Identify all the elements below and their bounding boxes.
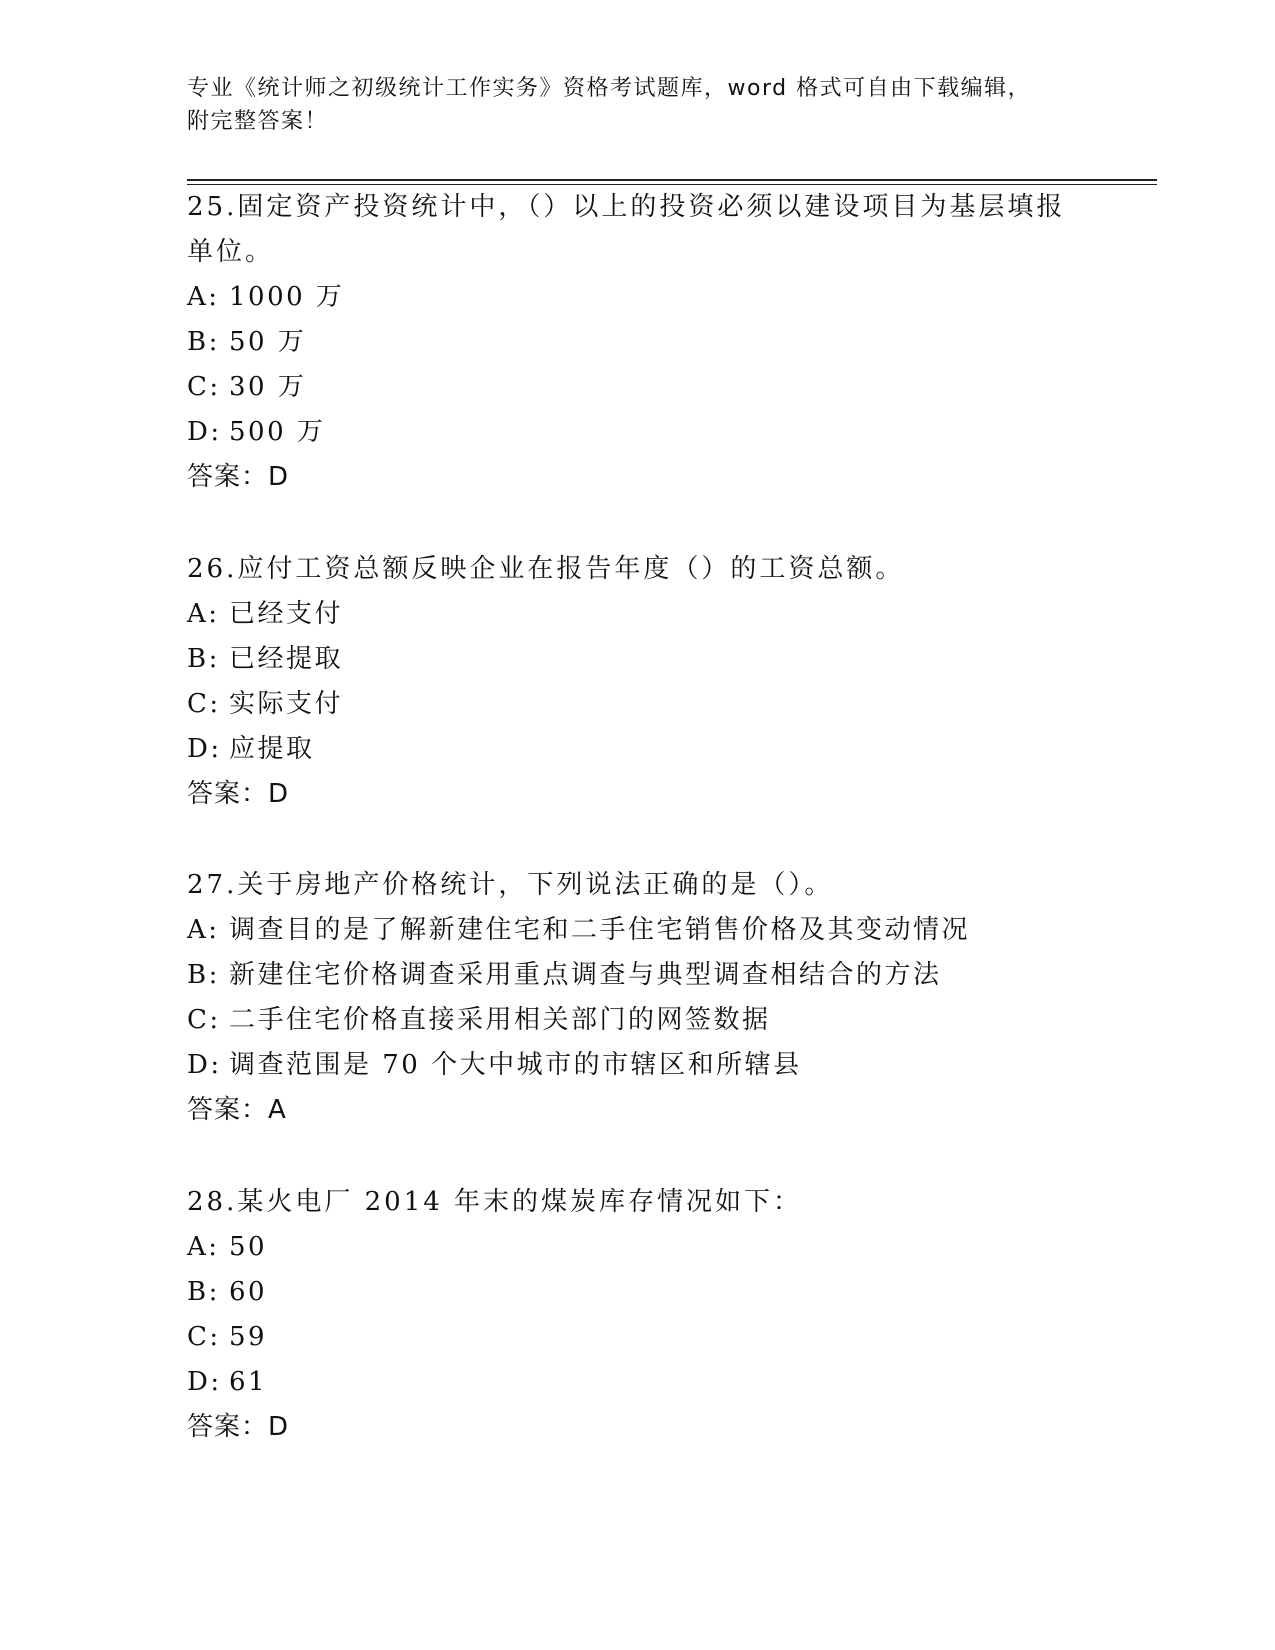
option-text: 已经提取 <box>229 644 344 674</box>
question-stem: 26.应付工资总额反映企业在报告年度（）的工资总额。 <box>187 554 905 584</box>
option-key: D: <box>187 1050 222 1080</box>
option-text: 1000 万 <box>229 282 345 312</box>
option-b <box>187 953 1087 998</box>
option-b <box>187 1270 1087 1315</box>
option-key: A: <box>187 282 220 312</box>
option-key: B: <box>187 960 220 990</box>
answer-line: 答案：D <box>187 779 290 809</box>
option-text: 61 <box>229 1367 268 1397</box>
option-key: C: <box>187 1005 221 1035</box>
option-text: 50 <box>229 1232 268 1262</box>
option-key: D: <box>187 1367 222 1397</box>
question-28 <box>187 1180 1087 1450</box>
option-a <box>187 1225 1087 1270</box>
option-text: 59 <box>229 1322 268 1352</box>
option-d <box>187 1043 1087 1088</box>
option-c <box>187 1315 1087 1360</box>
answer-line: 答案：D <box>187 1412 290 1442</box>
option-text: 调查目的是了解新建住宅和二手住宅销售价格及其变动情况 <box>229 915 971 945</box>
option-key: D: <box>187 734 222 764</box>
header-line-2: 附完整答案！ <box>187 109 329 134</box>
option-key: A: <box>187 599 220 629</box>
option-key: C: <box>187 689 221 719</box>
option-key: C: <box>187 1322 221 1352</box>
option-text: 500 万 <box>229 417 326 447</box>
question-26 <box>187 547 1087 817</box>
option-key: C: <box>187 372 221 402</box>
option-a <box>187 908 1087 953</box>
option-text: 已经支付 <box>229 599 344 629</box>
option-text: 新建住宅价格调查采用重点调查与典型调查相结合的方法 <box>229 960 942 990</box>
option-text: 50 万 <box>229 327 307 357</box>
option-text: 60 <box>229 1277 268 1307</box>
option-key: A: <box>187 915 220 945</box>
option-text: 实际支付 <box>229 689 344 719</box>
option-key: A: <box>187 1232 220 1262</box>
option-c <box>187 998 1087 1043</box>
question-stem: 28.某火电厂 2014 年末的煤炭库存情况如下： <box>187 1187 803 1217</box>
question-stem: 27.关于房地产价格统计，下列说法正确的是（）。 <box>187 870 834 900</box>
option-key: D: <box>187 417 222 447</box>
option-text: 调查范围是 70 个大中城市的市辖区和所辖县 <box>229 1050 802 1080</box>
option-d <box>187 1360 1087 1405</box>
answer-line: 答案：D <box>187 462 290 492</box>
option-c <box>187 365 1087 410</box>
option-b <box>187 320 1087 365</box>
question-stem-continued: 单位。 <box>187 237 275 267</box>
document-header <box>187 72 1087 138</box>
header-line-1: 专业《统计师之初级统计工作实务》资格考试题库，word 格式可自由下载编辑， <box>187 76 1032 101</box>
question-stem: 25.固定资产投资统计中，（）以上的投资必须以建设项目为基层填报 <box>187 192 1066 222</box>
option-key: B: <box>187 327 220 357</box>
option-key: B: <box>187 1277 220 1307</box>
option-text: 二手住宅价格直接采用相关部门的网签数据 <box>229 1005 771 1035</box>
option-key: B: <box>187 644 220 674</box>
option-d <box>187 727 1087 772</box>
answer-line: 答案：A <box>187 1095 287 1125</box>
option-a <box>187 592 1087 637</box>
option-c <box>187 682 1087 727</box>
option-d <box>187 410 1087 455</box>
option-text: 应提取 <box>229 734 315 764</box>
option-a <box>187 275 1087 320</box>
question-25 <box>187 185 1087 500</box>
header-divider-thick <box>187 179 1157 181</box>
question-27 <box>187 863 1087 1133</box>
option-text: 30 万 <box>229 372 307 402</box>
option-b <box>187 637 1087 682</box>
